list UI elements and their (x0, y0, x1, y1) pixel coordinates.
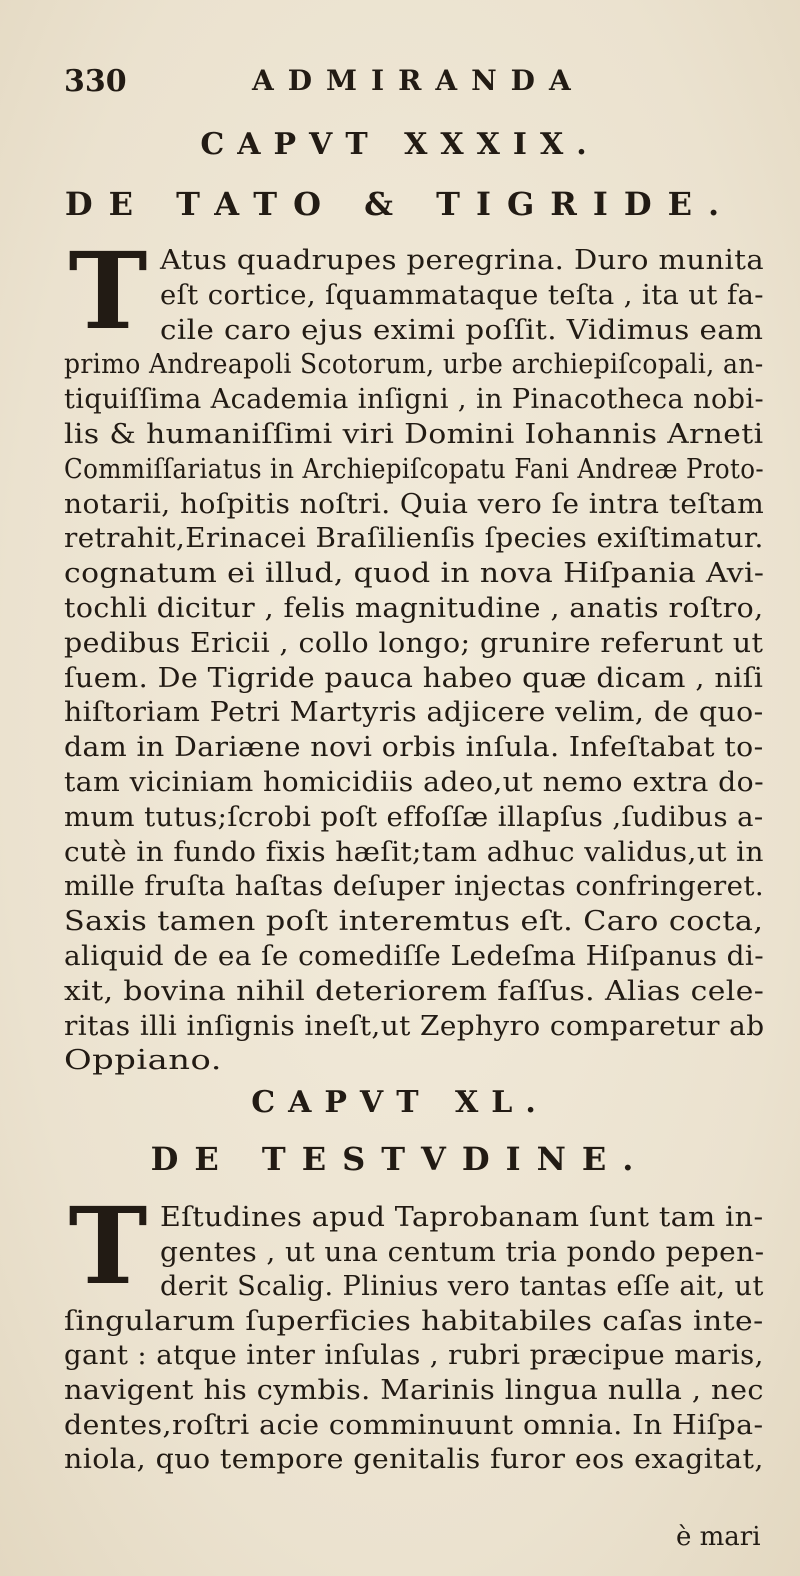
catchword: è mari (676, 1522, 761, 1552)
text-line: Oppiano. (64, 1045, 222, 1077)
text-line: derit Scalig. Plinius vero tantas eſſe ait, ut (160, 1271, 764, 1303)
text-line: notarii, hoſpitis noſtri. Quia vero ſe intra teſtam (64, 488, 765, 520)
text-line: ſuem. De Tigride pauca habeo quæ dicam , niſi (64, 662, 764, 694)
text-line: lis & humaniſſimi viri Domini Iohannis Arneti (64, 419, 764, 450)
page-number: 330 (64, 64, 127, 99)
text-line: Atus quadrupes peregrina. Duro munita (160, 245, 765, 276)
text-line: dam in Dariæne novi orbis inſula. Infeſtabat to- (64, 732, 764, 764)
text-line: ritas illi inſignis ineſt,ut Zephyro comparetur ab (64, 1010, 765, 1042)
text-line: retrahit,Erinacei Braſilienſis ſpecies exiſtimatur. (64, 523, 764, 555)
text-line: cile caro ejus eximi poſſit. Vidimus eam (160, 314, 764, 346)
drop-cap-initial: T (68, 1183, 148, 1308)
text-line: gentes , ut una centum tria pondo pepen- (160, 1236, 765, 1268)
text-line: tiquiſſima Academia inſigni , in Pinacotheca nobi- (64, 384, 765, 416)
text-line: primo Andreapoli Scotorum, urbe archiepiſcopali, an- (64, 349, 764, 381)
text-line: xit, bovina nihil deteriorem faſſus. Alias cele- (64, 975, 765, 1007)
text-line: ſingularum ſuperficies habitabiles caſas inte- (64, 1305, 764, 1337)
text-line: cognatum ei illud, quod in nova Hiſpania Avi- (64, 558, 765, 590)
text-line: tam viciniam homicidiis adeo,ut nemo extra do- (64, 767, 765, 798)
text-line: dentes,roſtri acie comminuunt omnia. In Hiſpa- (64, 1409, 764, 1441)
drop-cap-initial: T (68, 228, 148, 353)
text-line: Commiſſariatus in Archiepiſcopatu Fani Andreæ Proto- (64, 453, 764, 485)
text-line: tochli dicitur , felis magnitudine , anatis roſtro, (64, 593, 764, 624)
text-line: navigent his cymbis. Marinis lingua nulla , nec (64, 1375, 764, 1406)
chapter-heading: CAPVT XL. (251, 1085, 549, 1120)
text-line: cutè in fundo fixis hæſit;tam adhuc validus,ut in (64, 836, 764, 868)
text-line: niola, quo tempore genitalis furor eos exagitat, (64, 1444, 764, 1476)
text-line: gant : atque inter inſulas , rubri præcipue maris, (64, 1340, 764, 1372)
text-line: pedibus Ericii , collo longo; grunire referunt ut (64, 627, 764, 659)
text-line: Saxis tamen poſt interemtus eſt. Caro cocta, (64, 906, 764, 938)
text-line: eſt cortice, ſquammataque teſta , ita ut fa- (160, 279, 764, 311)
chapter-title: DE TATO & TIGRIDE. (64, 185, 736, 223)
chapter-heading: CAPVT XXXIX. (200, 127, 600, 162)
text-line: hiſtoriam Petri Martyris adjicere velim, de quo- (64, 697, 764, 729)
text-line: mille fruſta haſtas deſuper injectas confringeret. (64, 871, 765, 903)
text-line: aliquid de ea ſe comediſſe Ledeſma Hiſpanus di- (64, 941, 765, 972)
text-line: Eſtudines apud Taprobanam ſunt tam in- (160, 1202, 764, 1233)
running-title: ADMIRANDA (252, 64, 585, 97)
page-header (64, 64, 744, 104)
text-line: mum tutus;ſcrobi poſt effoſſæ illapſus ,ſudibus a- (64, 801, 764, 833)
chapter-title: DE TESTVDINE. (150, 1140, 650, 1178)
